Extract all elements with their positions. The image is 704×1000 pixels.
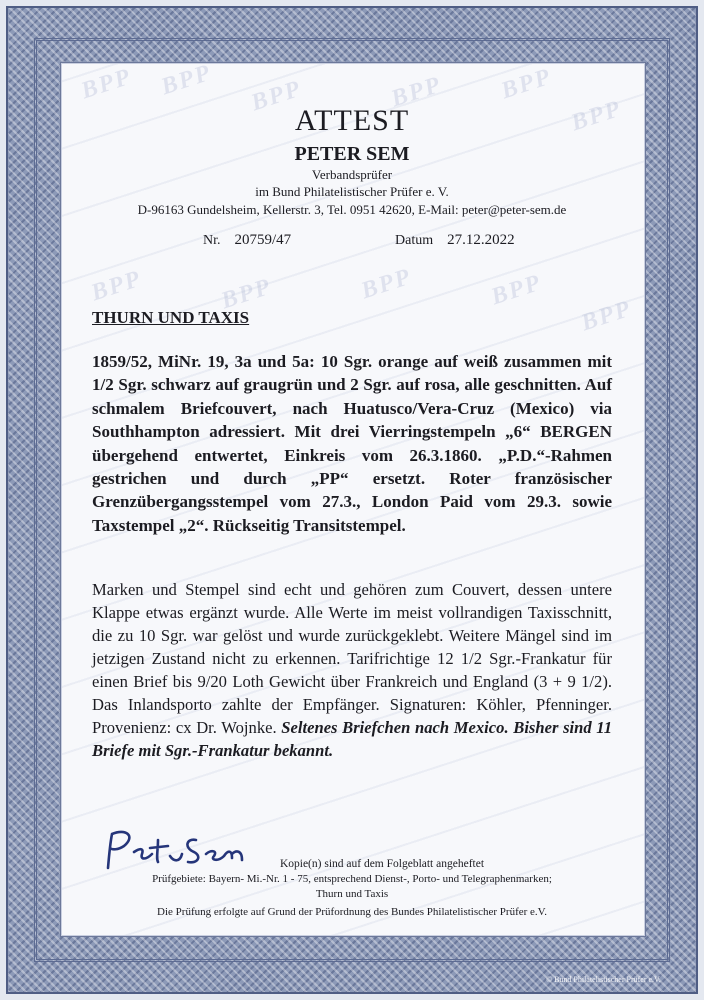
condition-remarks [92,578,612,762]
date-value: 27.12.2022 [447,232,515,248]
copies-note: Kopie(n) sind auf dem Folgeblatt angeheftet [279,858,485,870]
watermark: BPP [388,71,445,113]
copyright-note: © Bund Philatelistischer Prüfer e.V. [546,975,661,984]
remarks-text: Marken und Stempel sind echt und gehören zum Couvert, dessen untere Klappe etwas ergänzt wurde. Alle Werte im meist vollrandigen Taxisschnitt, die zu 10 Sgr. war gelöst und wurde zurückgeklebt. Weitere Mängel sind im jetzigen Zustand nicht zu erkennen. Tarifrichtige 12 1/2 Sgr.-Frankatur für einen Brief bis 9/20 Loth Gewicht über Frankreich und England (3 + 9 1/2). Das Inlandsporto zahlte der Empfänger. Signaturen: Köhler, Pfenninger. Provenienz: cx Dr. Wojnke. [92,580,612,737]
examiner-association: im Bund Philatelistischer Prüfer e. V. [255,184,449,199]
rarity-note: Seltenes Briefchen nach Mexico. Bisher sind 11 Briefe mit Sgr.-Frankatur bekannt. [92,718,612,760]
watermark: BPP [158,59,215,101]
item-description: 1859/52, MiNr. 19, 3a und 5a: 10 Sgr. orange auf weiß zusammen mit 1/2 Sgr. schwarz auf graugrün und 2 Sgr. auf rosa, alle geschnitten. Auf schmalem Briefcouvert, nach Huatusco/Vera-Cruz (Mexico) via Southhampton adressiert. Mit drei Vierringstempeln „6“ BERGEN übergehend entwertet, Einkreis vom 26.3.1860. „P.D.“-Rahmen gestrichen und durch „PP“ ersetzt. Roter französischer Grenzübergangsstempel vom 27.3., London Paid vom 29.3. sowie Taxstempel „2“. Rückseitig Transitstempel. [92,352,612,535]
watermark: BPP [88,265,145,307]
watermark: BPP [568,95,625,137]
watermark: BPP [218,273,275,315]
number-value: 20759/47 [234,232,292,248]
watermark: BPP [578,295,635,337]
certificate-date [395,232,515,249]
examiner-address: D-96163 Gundelsheim, Kellerstr. 3, Tel. 0951 42620, E-Mail: peter@peter-sem.de [137,202,567,217]
examination-areas-2: Thurn und Taxis [315,888,389,900]
watermark: BPP [498,63,555,105]
watermark: BPP [248,75,305,117]
section-heading: THURN UND TAXIS [92,308,250,327]
watermark: BPP [358,263,415,305]
examiner-role: Verbandsprüfer [311,167,393,182]
watermark: BPP [78,63,135,105]
date-label: Datum [395,233,434,248]
certificate-number [203,232,291,249]
number-label: Nr. [203,233,221,248]
examination-areas: Prüfgebiete: Bayern- Mi.-Nr. 1 - 75, entsprechend Dienst-, Porto- und Telegraphenmarken; [152,873,552,885]
certificate-title: ATTEST [294,104,410,137]
examiner-name: PETER SEM [294,143,410,165]
examination-basis: Die Prüfung erfolgte auf Grund der Prüfordnung des Bundes Philatelistischer Prüfer e.V. [157,906,547,918]
watermark: BPP [488,269,545,311]
